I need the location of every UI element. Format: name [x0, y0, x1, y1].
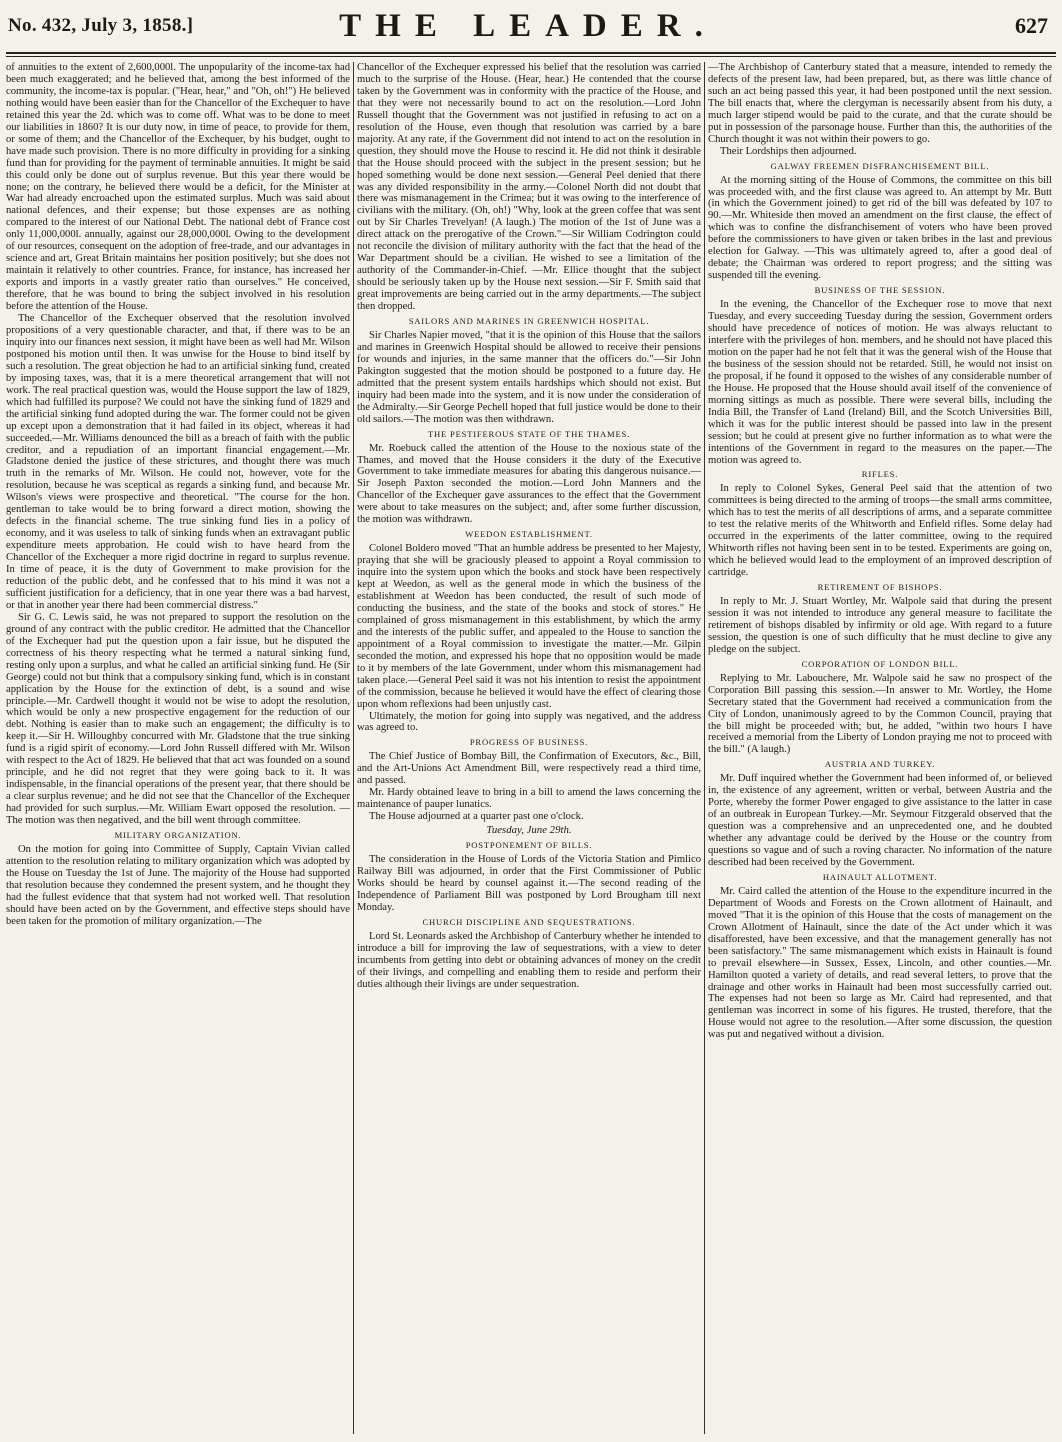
newspaper-title: THE LEADER.: [339, 7, 717, 44]
paragraph: Colonel Boldero moved "That an humble address be presented to her Majesty, praying that she will be graciously pleased to appoint a Royal commission to inquire into the system upon which the books and stock have been respectively kept at Weedon, as well as the general mode in which the business of the establishment at Weedon has been conducted, the result of such mode of conducting the business, and the state of the books and stock of stores." He complained of gross mismanagement in this establishment, by which the army and the interests of the public suffer, and appealed to the House to sanction the appointment of a Royal commission to investigate the matter.—Mr. Gilpin seconded the motion, and expressed his hope that no opposition would be made to it by members of the late Government, under whom this mismanagement had taken place.—General Peel said it was not his intention to resist the appointment of the commission, because he believed it would have the effect of clearing those upon whom reflexions had been unjustly cast.: [357, 543, 701, 710]
paragraph: In reply to Mr. J. Stuart Wortley, Mr. Walpole said that during the present session it was not intended to introduce any general measure to facilitate the retirement of bishops disabled by infirmity or old age. With regard to a future session, the question is one of such difficulty that he must decline to give any pledge on the subject.: [708, 595, 1052, 655]
paragraph: Lord St. Leonards asked the Archbishop of Canterbury whether he intended to introduce a bill for improving the law of sequestrations, with a view to deter incumbents from getting into debt or obtaining advances of money on the credit of their livings, and compelling and enabling them to reside and perform their duties although their livings are under sequestration.: [357, 930, 701, 990]
paragraph: of annuities to the extent of 2,600,000l. The unpopularity of the income-tax had been much exaggerated; and he believed that, among the best informed of the community, the income-tax is popular. ("Hear, hear," and "Oh, oh!") He believed nothing would have been easier than for the Chancellor of the Exchequer to have retained this year the 2d. which was to come off. What was to be done to meet our liabilities in 1860? It is our duty now, in time of peace, to provide for them, or some of them; and the Chancellor of the Exchequer, by his budget, ought to have made such provision. There is no more difficulty in providing for a sinking fund than for providing for the payment of terminable annuities. It might be said this could only be done out of surplus revenue. But this year there would be none; on the contrary, he believed there would be a deficit, for the Minister at War had already encroached upon the estimated surplus. Much was said about national defences, and their expense; but those expenses are as nothing compared to the interest of our National Debt. The national debt of France cost only 11,000,000l. annually, against our 28,000,000l. Owing to the development of our resources, consequent on the adoption of free-trade, and our advantages in science and art, Great Britain maintains her position positively; but she does not maintain it relatively to other countries. France, for instance, has increased her exports and imports in a vastly greater ratio than ourselves." He conceived, therefore, that he was bound to bring the subject involved in his resolution before the attention of the House.: [6, 62, 350, 313]
column-divider: [704, 62, 705, 1434]
paragraph: In the evening, the Chancellor of the Exchequer rose to move that next Tuesday, and every succeeding Tuesday during the session, Government orders should have precedence of notices of motion. He was always reluctant to interfere with the privileges of hon. members, and he should not have placed this motion on the paper had he not felt that it was the general wish of the House that the business of the session should not be retarded. Still, he would not insist on the proposal, if he found it opposed to the wishes of any considerable number of the House. He proposed that the House should avail itself of the convenience of morning sittings as much as possible. There were several bills, including the India Bill, the Transfer of Land (Ireland) Bill, and the Scotch Universities Bill, which it was for the public interest should be passed into law in the present session; but he could at present give no further information as to what were the intentions of the Government in regard to the measures on the paper.—The motion was agreed to.: [708, 299, 1052, 466]
paragraph: —The Archbishop of Canterbury stated that a measure, intended to remedy the defects of the present law, had been prepared, but, as there was little chance of such an act being passed this year, it had been postponed until the next session. The bill enacts that, where the clergyman is necessarily absent from his duty, a much larger stipend would be paid to the curate, and that the curate should be put in possession of the parsonage house. Further than this, the authorities of the Church thought it was not within their powers to go.: [708, 62, 1052, 145]
section-heading: THE PESTIFEROUS STATE OF THE THAMES.: [427, 428, 631, 439]
paragraph: Ultimately, the motion for going into supply was negatived, and the address was agreed to.: [357, 710, 701, 734]
masthead: [0, 0, 1062, 52]
section-heading: AUSTRIA AND TURKEY.: [824, 759, 936, 770]
column-2: [357, 62, 701, 1434]
section-heading: SAILORS AND MARINES IN GREENWICH HOSPITAL.: [408, 316, 650, 327]
paragraph: Mr. Caird called the attention of the House to the expenditure incurred in the Department of Woods and Forests on the Crown allotment of Hainault, and moved "That it is the opinion of this House that the costs of management on the Crown Allotment of Hainault, since the date of the Act under which it was disafforested, have been excessive, and that the management generally has not been satisfactory." The same mismanagement which exists in Hainault is found to prevail elsewhere—in Sussex, Essex, Lincoln, and other counties.—Mr. Hamilton quoted a variety of details, and read several letters, to prove that the drainage and other works in Hainault had been most successfully carried out. The expenses had not been so large as Mr. Caird had represented, and that gentleman was incorrect in some of his figures. He trusted, therefore, that the House would not agree to the resolution.—After some discussion, the question was put and negatived without a division.: [708, 885, 1052, 1041]
paragraph: Replying to Mr. Labouchere, Mr. Walpole said he saw no prospect of the Corporation Bill passing this session.—In answer to Mr. Wortley, the Home Secretary stated that the Government had received a communication from the City of London, unanimously agreed to by the Common Council, praying that the bill might be proceeded with; but, he added, "within two hours I have received a memorial from the Liberty of London praying me not to proceed with the bill." (A laugh.): [708, 672, 1052, 756]
section-heading: BUSINESS OF THE SESSION.: [814, 285, 946, 296]
section-heading: GALWAY FREEMEN DISFRANCHISEMENT BILL.: [770, 160, 990, 171]
paragraph: Chancellor of the Exchequer expressed his belief that the resolution was carried much to the surprise of the House. (Hear, hear.) He contended that the course taken by the Government was in conformity with the practice of the House, and that they were not necessarily bound to act on the resolution.—Lord John Russell thought that the Government was not justified in refusing to act on a resolution of the House, even though that resolution was carried by a bare majority. At any rate, if the Government did not intend to act on the resolution in question, they should move the House to rescind it. He did not think it desirable that the House should proceed with the subject in the present session; but he hoped something would be done next session.—General Peel denied that there was any divided responsibility in the army.—Colonel North did not doubt that there was mismanagement in the Crimea; but it was owing to the interference of civilians with the military. (Oh, oh!) "Why, look at the green coffee that was sent out by Sir Charles Trevelyan! (A laugh.) The motion of the 1st of June was a direct attack on the prerogative of the Crown."—Sir William Codrington could not reconcile the division of military authority with the fact that the head of the War Department should be a civilian. He wished to see a limitation of the authority of the Commander-in-Chief. —Mr. Ellice thought that the subject should be seriously taken up by the House next session.—Sir F. Smith said that great improvements are being carried out in the army departments.—The subject then dropped.: [357, 62, 701, 313]
column-3: [708, 62, 1052, 1434]
paragraph: The House adjourned at a quarter past one o'clock.: [369, 811, 584, 823]
paragraph: Sir G. C. Lewis said, he was not prepared to support the resolution on the ground of any contract with the public creditor. He admitted that the Chancellor of the Exchequer had put the question upon a fair issue, but he disputed the correctness of his theory respecting what he termed a natural sinking fund, resting only upon a surplus, and what he called an artificial sinking fund. He (Sir George) could not but think that a compulsory sinking fund, which is in constant application by the House for the extinction of debt, is a sound and wise principle.—Mr. Cardwell thought it would not be wise to adopt the resolution, which would be only a new prospective engagement for the reduction of our debt. Nothing is easier than to make such an engagement; the difficulty is to keep it.—Sir H. Willoughby concurred with Mr. Gladstone that the true sinking fund is a rigid spirit of economy.—Lord John Russell differed with Mr. Wilson with respect to the Act of 1829. He believed that that act was founded on a sound principle, and he did not regret that they were going back to it. It was indispensable, in the financial operations of the present year, that there should be a clear surplus revenue; and he did not see that the Chancellor of the Exchequer had provided for such surplus.—Mr. William Ewart opposed the resolution. —The motion was then negatived, and the bill went through committee.: [6, 611, 350, 827]
paragraph: The Chancellor of the Exchequer observed that the resolution involved propositions of a very questionable character, and that, if there was to be an inquiry into our finances next session, it might have been as well had Mr. Wilson postponed his motion until then. It was unwise for the House to bind itself by such a resolution. The great objection he had to an artificial sinking fund, created by imposing taxes, was, that it is a mere theoretical arrangement that will not work. The real practical question was, would the House support the law of 1829, which had fulfilled its purpose? We could not have the sinking fund of 1829 and the artificial sinking fund adopted during the war. The former could not be given up except upon a demonstration that it had failed in its object, whereas it had succeeded.—Mr. Williams denounced the bill as a breach of faith with the public creditor, and a repudiation of an important financial engagement.—Mr. Gladstone denied the justice of these strictures, and thought there was much truth in the remarks of Mr. Wilson. He could not, however, vote for the resolution, because he was sceptical as regards a sinking fund, and because Mr. Wilson's views were prospective and theoretical. "The course for the hon. gentleman to take would be to bring forward a direct motion, showing the defects in the financial scheme. The true sinking fund lies in a policy of economy, and it was useless to talk of sinking funds when an extravagant public expenditure meets approbation. He could wish to have heard from the Chancellor of the Exchequer a more rigid doctrine in regard to surplus revenue. In time of peace, it is the duty of Government to make provision for the reduction of the public debt, and he confessed that to his mind it was not a sufficient justification for a deficiency, that in one year there was a bad harvest, or that in another year there had been commercial distress.": [6, 313, 350, 611]
date-heading: Tuesday, June 29th.: [486, 824, 572, 837]
page-number: 627: [1015, 13, 1048, 38]
paragraph: In reply to Colonel Sykes, General Peel said that the attention of two committees is being directed to the arming of troops—the small arms committee, which has to test the merits of all descriptions of arms, and a separate committee to test the relative merits of the Whitworth and Enfield rifles. Some delay had occurred in the experiments of the latter committee, owing to the required Whitworth rifles not having been sent in to be tested. Experiments are going on, which he believed would lead to the employment of an improved description of cartridge.: [708, 483, 1052, 579]
section-heading: MILITARY ORGANIZATION.: [114, 830, 242, 840]
paragraph: On the motion for going into Committee of Supply, Captain Vivian called attention to the resolution relating to military organization which was adopted by the House on Tuesday the 1st of June. The majority of the House had supported that resolution because they condemned the present system, and he thought they had the fullest evidence that that system had not worked well. That resolution should have been acted on by the Government, and effective steps should have been taken for the promotion of military organization.—The: [6, 843, 350, 927]
section-heading: RIFLES.: [861, 469, 899, 480]
section-heading: CHURCH DISCIPLINE AND SEQUESTRATIONS.: [422, 916, 636, 927]
paragraph: At the morning sitting of the House of Commons, the committee on this bill was proceeded with, and the first clause was agreed to. An attempt by Mr. Butt (in which the Government joined) to get rid of the bill was defeated by 107 to 90.—Mr. Whiteside then moved an amendment on the first clause, the effect of which was to confine the disfranchisement of voters who have been proved before the commissioners to have given or taken bribes in the last and previous election for Galway. —This was ultimately agreed to, after a good deal of debate; the Chairman was ordered to report progress; and the sitting was suspended till the evening.: [708, 174, 1052, 282]
paragraph: Mr. Roebuck called the attention of the House to the noxious state of the Thames, and moved that the House considers it the duty of the Executive Government to take immediate measures for abating this dangerous nuisance.—Sir Joseph Paxton seconded the motion.—Lord John Manners and the Chancellor of the Exchequer gave assurances to the effect that the Government were about to take measures on the subject; and, after some further discussion, the motion was withdrawn.: [357, 442, 701, 526]
column-divider: [353, 62, 354, 1434]
paragraph: Sir Charles Napier moved, "that it is the opinion of this House that the sailors and marines in Greenwich Hospital should be allowed to receive their pensions for wounds and injuries, in the same manner that the officers do."—Sir John Pakington suggested that the motion should be postponed to a future day. He admitted that the present system entails hardships which should not exist. But inquiry had been made into the system, and it is now under the consideration of the Admiralty.—Sir George Pechell hoped that full justice would be done to their old sailors.—The motion was then withdrawn.: [357, 329, 701, 425]
masthead-rule-thin: [6, 56, 1056, 57]
paragraph: Their Lordships then adjourned.: [720, 145, 857, 157]
section-heading: CORPORATION OF LONDON BILL.: [801, 658, 959, 669]
paragraph: Mr. Duff inquired whether the Government had been informed of, or believed in, the existence of any agreement, written or verbal, between Austria and the Porte, whereby the former Power engaged to give assistance to the latter in case of an outbreak in European Turkey.—Mr. Seymour Fitzgerald observed that the question was a comprehensive and an unprecedented one, and he doubted whether any advantage could be derived by the House or the country from questions so vague and of such a roving character. No information of the nature described had been received by the Government.: [708, 773, 1052, 868]
article-columns: [6, 62, 1052, 1434]
section-heading: HAINAULT ALLOTMENT.: [822, 871, 938, 882]
paragraph: The Chief Justice of Bombay Bill, the Confirmation of Executors, &c., Bill, and the Art-Unions Act Amendment Bill, were respectively read a third time, and passed.: [357, 751, 701, 787]
column-1: [6, 62, 350, 1434]
section-heading: POSTPONEMENT OF BILLS.: [465, 840, 593, 851]
paragraph: The consideration in the House of Lords of the Victoria Station and Pimlico Railway Bill was adjourned, in order that the First Commissioner of Public Works should be heard by counsel against it.—The second reading of the Independence of Parliament Bill was postponed by Lord Brougham till next Monday.: [357, 854, 701, 913]
issue-line: No. 432, July 3, 1858.]: [8, 15, 194, 36]
paragraph: Mr. Hardy obtained leave to bring in a bill to amend the laws concerning the maintenance of pauper lunatics.: [357, 787, 701, 811]
section-heading: RETIREMENT OF BISHOPS.: [817, 582, 943, 593]
masthead-rule: [6, 52, 1056, 54]
section-heading: WEEDON ESTABLISHMENT.: [465, 529, 593, 540]
section-heading: PROGRESS OF BUSINESS.: [469, 737, 589, 748]
